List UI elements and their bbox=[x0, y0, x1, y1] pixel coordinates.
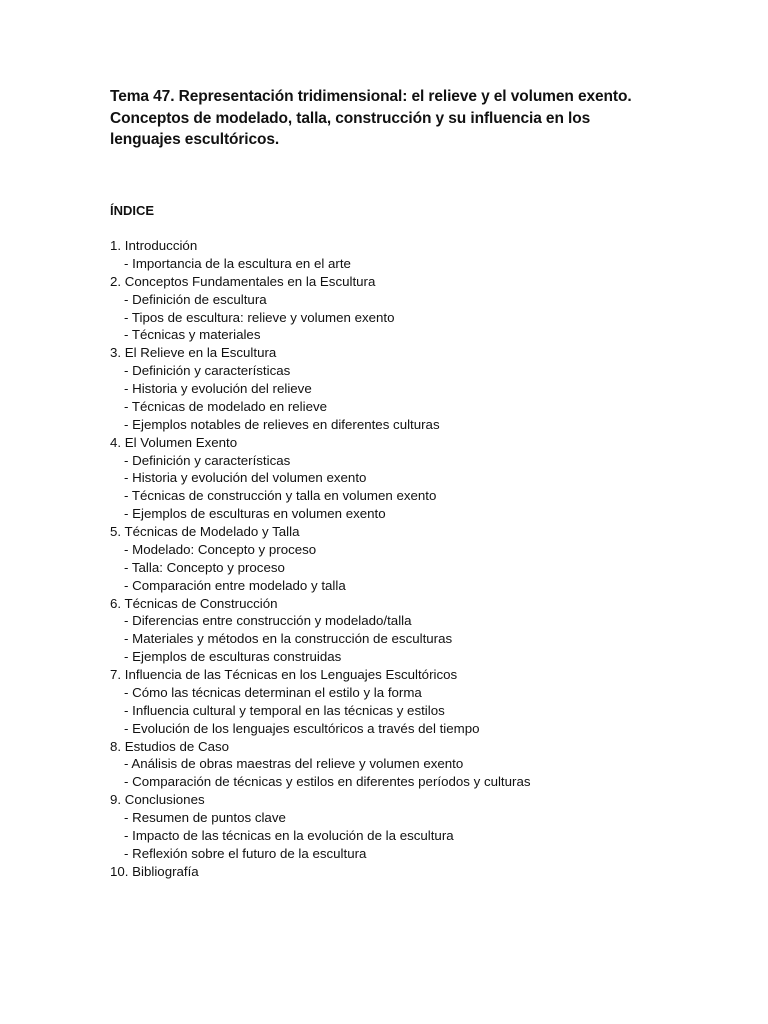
toc-subitem: - Técnicas de construcción y talla en volumen exento bbox=[124, 488, 437, 504]
toc-subitem: - Tipos de escultura: relieve y volumen exento bbox=[124, 309, 395, 325]
toc-subitems bbox=[110, 255, 531, 273]
toc-subitem: - Comparación entre modelado y talla bbox=[124, 577, 346, 593]
index-heading: ÍNDICE bbox=[110, 203, 155, 218]
toc-subitem: - Comparación de técnicas y estilos en diferentes períodos y culturas bbox=[124, 774, 531, 790]
toc-subitem: - Ejemplos de esculturas construidas bbox=[124, 649, 342, 665]
table-of-contents bbox=[110, 237, 531, 881]
toc-section bbox=[110, 738, 531, 792]
toc-subitems bbox=[110, 755, 531, 791]
toc-subitem: - Diferencias entre construcción y modelado/talla bbox=[124, 613, 412, 629]
toc-subitem: - Influencia cultural y temporal en las técnicas y estilos bbox=[124, 702, 445, 718]
toc-subitem: - Definición y características bbox=[124, 452, 291, 468]
toc-subitem: - Técnicas y materiales bbox=[124, 327, 261, 343]
toc-subitems bbox=[110, 541, 531, 595]
toc-section bbox=[110, 791, 531, 863]
document-title bbox=[110, 86, 710, 151]
toc-section bbox=[110, 595, 531, 667]
toc-subitem: - Impacto de las técnicas en la evolución de la escultura bbox=[124, 827, 454, 843]
toc-subitem: - Cómo las técnicas determinan el estilo y la forma bbox=[124, 684, 422, 700]
toc-subitems bbox=[110, 684, 531, 738]
toc-subitem: - Historia y evolución del relieve bbox=[124, 381, 312, 396]
toc-section-label: 10. Bibliografía bbox=[110, 863, 199, 879]
toc-subitems bbox=[110, 452, 531, 524]
toc-section-label: 9. Conclusiones bbox=[110, 792, 205, 808]
toc-section-label: 6. Técnicas de Construcción bbox=[110, 595, 278, 611]
toc-section bbox=[110, 666, 531, 738]
toc-section bbox=[110, 434, 531, 523]
toc-subitem: - Reflexión sobre el futuro de la escultura bbox=[124, 845, 367, 861]
toc-subitem: - Resumen de puntos clave bbox=[124, 810, 286, 825]
toc-subitem: - Técnicas de modelado en relieve bbox=[124, 398, 328, 414]
toc-subitem: - Talla: Concepto y proceso bbox=[124, 559, 285, 575]
toc-section bbox=[110, 344, 531, 433]
toc-section-label: 2. Conceptos Fundamentales en la Escultura bbox=[110, 273, 376, 289]
toc-subitem: - Evolución de los lenguajes escultóricos a través del tiempo bbox=[124, 720, 480, 736]
toc-subitems bbox=[110, 612, 531, 666]
toc-section bbox=[110, 523, 531, 595]
toc-subitem: - Análisis de obras maestras del relieve y volumen exento bbox=[124, 756, 464, 772]
toc-subitem: - Ejemplos de esculturas en volumen exento bbox=[124, 506, 386, 522]
toc-section-label: 4. El Volumen Exento bbox=[110, 434, 238, 450]
toc-section bbox=[110, 237, 531, 273]
title-line: Conceptos de modelado, talla, construcción y su influencia en los bbox=[110, 109, 591, 127]
toc-section bbox=[110, 863, 531, 881]
toc-subitem: - Materiales y métodos en la construcción de esculturas bbox=[124, 631, 453, 647]
toc-subitem: - Importancia de la escultura en el arte bbox=[124, 255, 351, 271]
toc-subitem: - Historia y evolución del volumen exento bbox=[124, 470, 367, 486]
toc-section-label: 1. Introducción bbox=[110, 238, 198, 253]
toc-subitem: - Definición y características bbox=[124, 363, 291, 379]
toc-section bbox=[110, 273, 531, 345]
toc-subitem: - Definición de escultura bbox=[124, 291, 267, 307]
toc-section-label: 5. Técnicas de Modelado y Talla bbox=[110, 524, 300, 539]
toc-section-label: 3. El Relieve en la Escultura bbox=[110, 345, 277, 361]
toc-subitem: - Ejemplos notables de relieves en diferentes culturas bbox=[124, 416, 440, 432]
toc-section-label: 7. Influencia de las Técnicas en los Lenguajes Escultóricos bbox=[110, 667, 458, 682]
title-line: lenguajes escultóricos. bbox=[110, 131, 280, 148]
toc-subitems bbox=[110, 809, 531, 863]
toc-subitems bbox=[110, 362, 531, 434]
toc-subitems bbox=[110, 291, 531, 345]
toc-subitem: - Modelado: Concepto y proceso bbox=[124, 541, 317, 557]
title-line: Tema 47. Representación tridimensional: el relieve y el volumen exento. bbox=[110, 88, 632, 105]
toc-section-label: 8. Estudios de Caso bbox=[110, 738, 230, 754]
